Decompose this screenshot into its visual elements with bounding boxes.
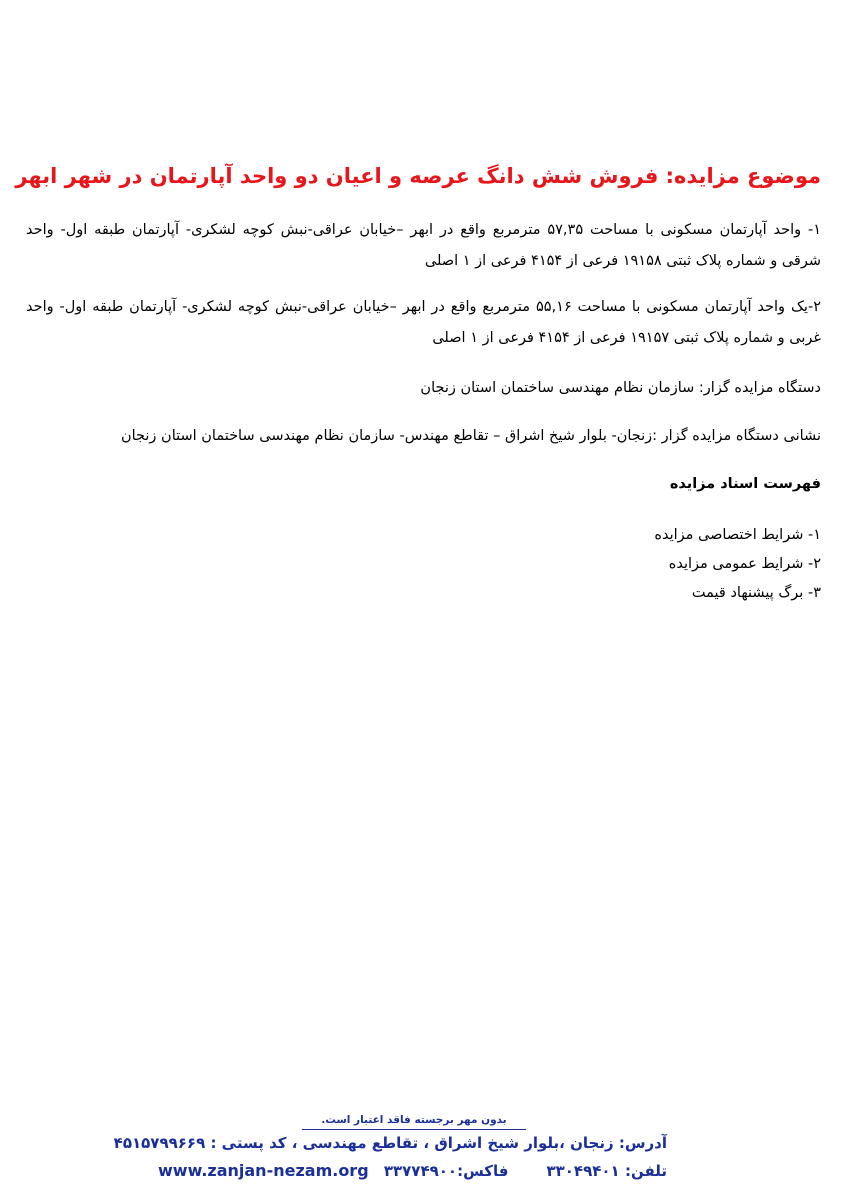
footer-phones [384, 1162, 667, 1180]
footer-fax: فاکس:۳۳۷۷۴۹۰۰ [383, 1162, 509, 1180]
auctioneer-address: نشانی دستگاه مزایده گزار :زنجان- بلوار شیخ اشراق – تقاطع مهندس- سازمان نظام مهندسی ساختمان استان زنجان [120, 428, 821, 444]
footer-phone: تلفن: ۳۳۰۴۹۴۰۱ [546, 1162, 667, 1180]
footer-contact [150, 1162, 667, 1186]
stamp-validity-note: بدون مهر برجسته فاقد اعتبار است. [302, 1114, 526, 1130]
documents-heading: فهرست اسناد مزایده [669, 476, 821, 492]
auction-title: موضوع مزایده: فروش شش دانگ عرصه و اعیان دو واحد آپارتمان در شهر ابهر [15, 164, 821, 188]
documents-list [521, 521, 821, 608]
footer-website-link[interactable]: www.zanjan-nezam.org [158, 1161, 369, 1180]
document-item: ۱- شرایط اختصاصی مزایده [654, 527, 821, 543]
item-apartment-west: ۲-یک واحد آپارتمان مسکونی با مساحت ۵۵,۱۶ مترمربع واقع در ابهر –خیابان عراقی-نبش کوچه لشکری- آپارتمان طبقه اول- واحد غربی و شماره پلاک ثبتی ۱۹۱۵۷ فرعی از ۴۱۵۴ فرعی از ۱ اصلی [26, 299, 821, 346]
document-item: ۳- برگ پیشنهاد قیمت [691, 585, 821, 601]
item-apartment-east: ۱- واحد آپارتمان مسکونی با مساحت ۵۷,۳۵ مترمربع واقع در ابهر –خیابان عراقی-نبش کوچه لشکری- آپارتمان طبقه اول- واحد شرقی و شماره پلاک ثبتی ۱۹۱۵۸ فرعی از ۴۱۵۴ فرعی از ۱ اصلی [26, 222, 821, 269]
auctioneer-organization: دستگاه مزایده گزار: سازمان نظام مهندسی ساختمان استان زنجان [420, 380, 821, 396]
footer-address: آدرس: زنجان ،بلوار شیخ اشراق ، تقاطع مهندسی ، کد پستی : ۴۵۱۵۷۹۹۶۶۹ [113, 1134, 667, 1152]
document-item: ۲- شرایط عمومی مزایده [668, 556, 821, 572]
